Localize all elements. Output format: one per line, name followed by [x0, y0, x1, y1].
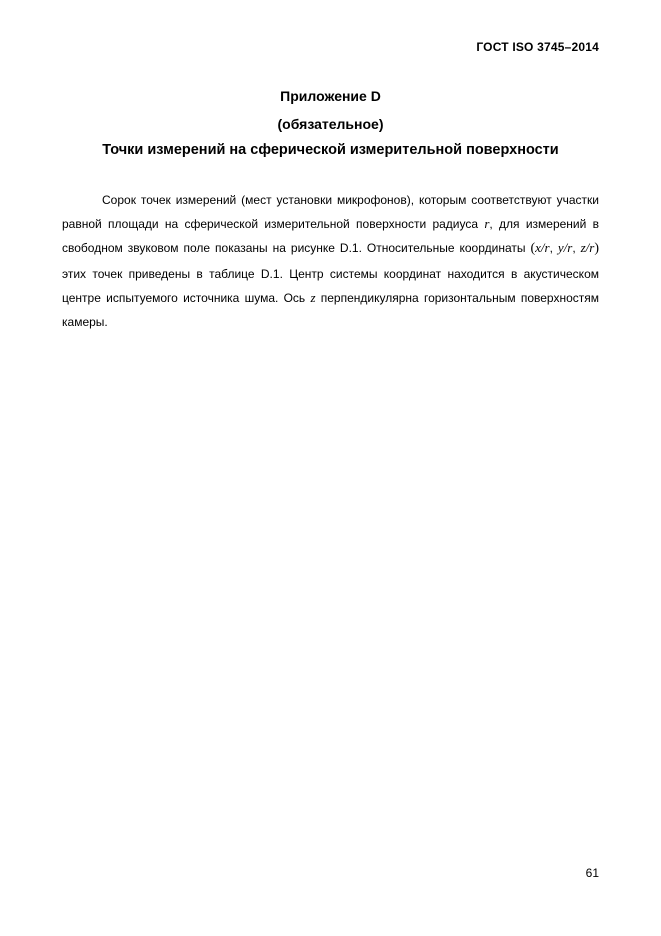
document-code: ГОСТ ISO 3745–2014 — [476, 40, 599, 54]
paren-open: ( — [530, 241, 536, 257]
appendix-label: Приложение D — [280, 88, 381, 104]
coord-separator-1: , — [549, 241, 558, 256]
paren-close: ) — [594, 241, 600, 257]
axis-variable-z: z — [310, 289, 316, 305]
paragraph-text-4: перпендикулярна горизонтальным поверхностям камеры. — [62, 290, 599, 330]
paragraph-text-1: Сорок точек измерений (мест установки микрофонов), которым соответствуют участки равной площади на сферической измерительной поверхности радиуса — [62, 193, 599, 232]
intro-paragraph — [62, 188, 599, 334]
appendix-title: Точки измерений на сферической измерительной поверхности — [102, 142, 559, 158]
coord-y: y/r — [557, 240, 573, 256]
paragraph-text-3: этих точек приведены в таблице D.1. Центр системы координат находится в акустическом центре испытуемого источника шума. Ось — [62, 266, 599, 305]
appendix-status: (обязательное) — [277, 116, 384, 132]
coord-separator-2: , — [572, 241, 581, 256]
paragraph-text-2: , для измерений в свободном звуковом поле показаны на рисунке D.1. Относительные координаты — [62, 217, 599, 256]
coord-x: x/r — [535, 240, 550, 256]
radius-variable: r — [484, 216, 490, 232]
body-text — [62, 188, 599, 334]
coord-z: z/r — [580, 240, 595, 256]
page-number: 61 — [585, 866, 599, 880]
